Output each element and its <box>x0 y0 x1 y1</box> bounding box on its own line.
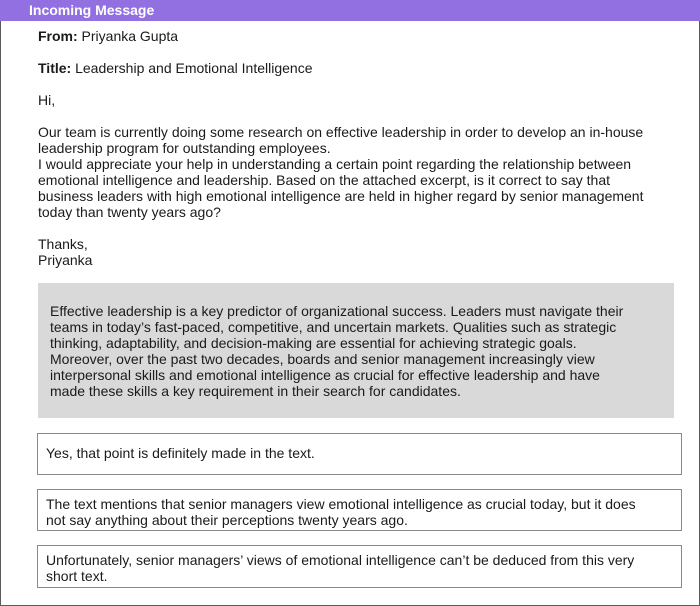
body-line: today than twenty years ago? <box>38 204 221 220</box>
from-label: From: <box>38 28 78 44</box>
from-value: Priyanka Gupta <box>77 28 179 44</box>
option-text: The text mentions that senior managers view emotional intelligence as crucial today, but it does <box>46 496 636 512</box>
title-line <box>38 60 678 76</box>
signature: Priyanka <box>38 252 93 268</box>
message-body <box>38 28 678 268</box>
excerpt-line: Effective leadership is a key predictor of organizational success. Leaders must navigate their <box>50 303 624 319</box>
greeting: Hi, <box>38 92 56 108</box>
excerpt-line: Moreover, over the past two decades, boards and senior management increasingly view <box>50 351 595 367</box>
from-line <box>38 28 678 44</box>
answer-option-3[interactable] <box>37 545 682 588</box>
excerpt-line: interpersonal skills and emotional intelligence as crucial for effective leadership and have <box>50 367 600 383</box>
title-value: Leadership and Emotional Intelligence <box>71 60 313 76</box>
excerpt-line: made these skills a key requirement in their search for candidates. <box>50 383 461 399</box>
answer-option-2[interactable] <box>37 489 682 531</box>
option-text: not say anything about their perceptions twenty years ago. <box>46 512 408 528</box>
body-line: emotional intelligence and leadership. Based on the attached excerpt, is it correct to say that <box>38 172 611 188</box>
body-line: I would appreciate your help in understanding a certain point regarding the relationship between <box>38 156 632 172</box>
signoff: Thanks, <box>38 236 88 252</box>
answer-option-1[interactable] <box>37 433 682 475</box>
body-line: Our team is currently doing some research on effective leadership in order to develop an in-house <box>38 124 644 140</box>
excerpt-line: thinking, adaptability, and decision-making are essential for achieving strategic goals. <box>50 335 577 351</box>
option-text: short text. <box>46 568 108 584</box>
attached-excerpt <box>38 283 674 418</box>
body-line: leadership program for outstanding employees. <box>38 140 331 156</box>
title-label: Title: <box>38 60 72 76</box>
excerpt-line: teams in today’s fast-paced, competitive, and uncertain markets. Qualities such as strategic <box>50 319 617 335</box>
body-line: business leaders with high emotional intelligence are held in higher regard by senior management <box>38 188 644 204</box>
header-title: Incoming Message <box>29 2 155 18</box>
message-header <box>0 0 700 21</box>
option-text: Yes, that point is definitely made in the text. <box>46 445 315 461</box>
option-text: Unfortunately, senior managers’ views of emotional intelligence can’t be deduced from this very <box>46 552 635 568</box>
